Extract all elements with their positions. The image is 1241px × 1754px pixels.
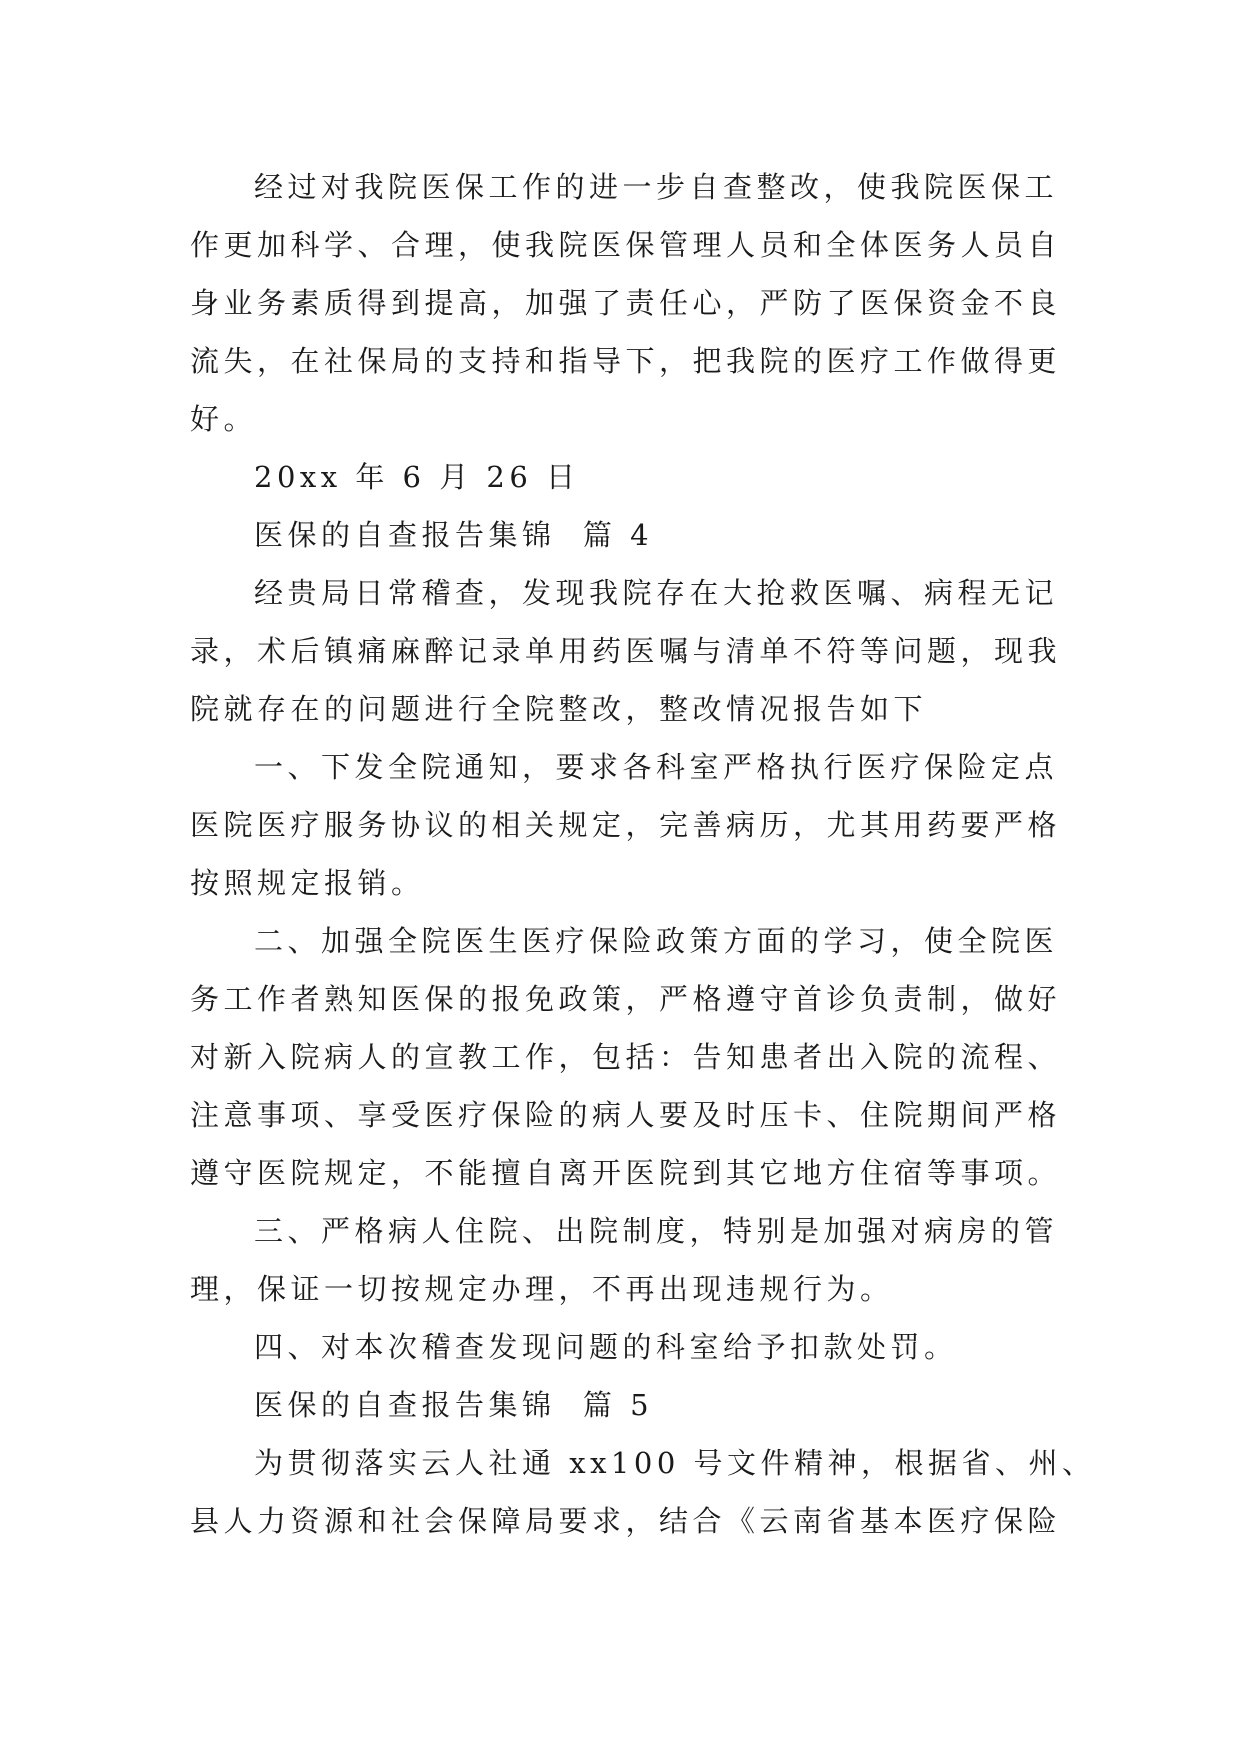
text-line: 按照规定报销。: [190, 866, 425, 900]
closing-paragraph: [190, 158, 1060, 448]
text-line: 三、严格病人住院、出院制度，特别是加强对病房的管: [254, 1214, 1059, 1248]
item-1: [190, 738, 1060, 912]
intro-paragraph-4: [190, 564, 1060, 738]
text-line: 医院医疗服务协议的相关规定，完善病历，尤其用药要严格: [190, 808, 1062, 842]
text-line: 注意事项、享受医疗保险的病人要及时压卡、住院期间严格: [190, 1098, 1062, 1132]
text-line: 身业务素质得到提高，加强了责任心，严防了医保资金不良: [190, 286, 1062, 320]
section-heading-5: [190, 1376, 1060, 1434]
text-line: 医保的自查报告集锦 篇 4: [254, 518, 654, 552]
text-line: 县人力资源和社会保障局要求，结合《云南省基本医疗保险: [190, 1504, 1062, 1538]
item-2: [190, 912, 1060, 1202]
section-heading-4: [190, 506, 1060, 564]
text-line: 二、加强全院医生医疗保险政策方面的学习，使全院医: [254, 924, 1059, 958]
text-line: 医保的自查报告集锦 篇 5: [254, 1388, 654, 1422]
document-body: [190, 158, 1096, 1550]
text-line: 一、下发全院通知，要求各科室严格执行医疗保险定点: [254, 750, 1059, 784]
text-line: 理，保证一切按规定办理，不再出现违规行为。: [190, 1272, 894, 1306]
text-line: 遵守医院规定，不能擅自离开医院到其它地方住宿等事项。: [190, 1156, 1062, 1190]
text-line: 流失，在社保局的支持和指导下，把我院的医疗工作做得更: [190, 344, 1062, 378]
text-line: 四、对本次稽查发现问题的科室给予扣款处罚。: [254, 1330, 958, 1364]
text-line: 为贯彻落实云人社通 xx100 号文件精神，根据省、州、: [254, 1446, 1096, 1480]
item-3: [190, 1202, 1060, 1318]
text-line: 20xx 年 6 月 26 日: [254, 460, 580, 494]
text-line: 务工作者熟知医保的报免政策，严格遵守首诊负责制，做好: [190, 982, 1062, 1016]
text-line: 院就存在的问题进行全院整改，整改情况报告如下: [190, 692, 928, 726]
text-line: 对新入院病人的宣教工作，包括：告知患者出入院的流程、: [190, 1040, 1062, 1074]
text-line: 经过对我院医保工作的进一步自查整改，使我院医保工: [254, 170, 1059, 204]
date-line: [190, 448, 1060, 506]
text-line: 好。: [190, 402, 258, 436]
item-4: [190, 1318, 1060, 1376]
text-line: 经贵局日常稽查，发现我院存在大抢救医嘱、病程无记: [254, 576, 1059, 610]
text-line: 录，术后镇痛麻醉记录单用药医嘱与清单不符等问题，现我: [190, 634, 1062, 668]
intro-paragraph-5: [190, 1434, 1096, 1550]
text-line: 作更加科学、合理，使我院医保管理人员和全体医务人员自: [190, 228, 1062, 262]
